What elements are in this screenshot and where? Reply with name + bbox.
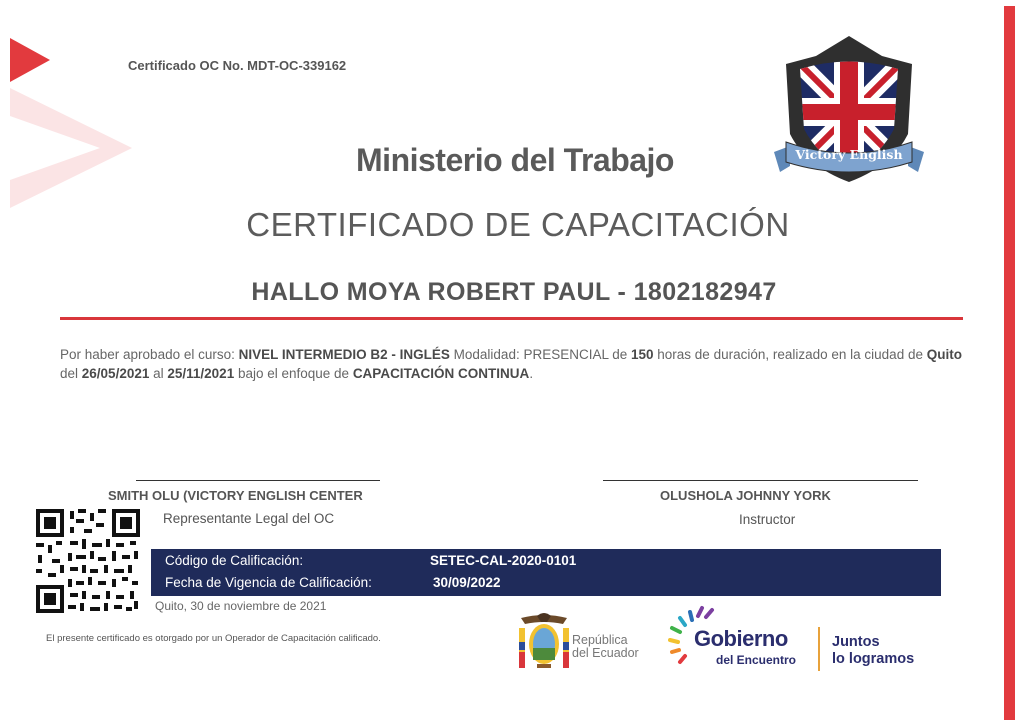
place-and-date: Quito, 30 de noviembre de 2021 [155,599,327,613]
qr-code-icon[interactable] [36,509,140,613]
course-hours: 150 [631,347,654,362]
logo-divider [818,627,820,671]
course-start-date: 26/05/2021 [81,366,150,381]
certificate-title: CERTIFICADO DE CAPACITACIÓN [246,206,790,243]
left-signer-role: Representante Legal del OC [163,511,335,526]
course-description: Por haber aprobado el curso: NIVEL INTERMEDIO B2 - INGLÉS Modalidad: PRESENCIAL de 150 horas de duración, realizado en la ciudad de Quito del 26/05/2021 al 25/11/2021 bajo el enfoque de CAPACITACIÓN CONTINUA. [60,347,962,381]
chevron-decoration-icon [0,30,140,210]
qualification-code-value: SETEC-CAL-2020-0101 [430,553,577,568]
ministry-name: Ministerio del Trabajo [356,142,674,178]
certificate-number: Certificado OC No. MDT-OC-339162 [128,58,347,73]
ecuador-coat-of-arms-icon [515,612,573,674]
recipient-name: HALLO MOYA ROBERT PAUL - 1802182947 [251,278,777,306]
course-name: NIVEL INTERMEDIO B2 - INGLÉS [238,347,450,362]
juntos-lo-logramos-slogan: Juntos lo logramos [832,634,915,667]
left-signer-name: SMITH OLU (VICTORY ENGLISH CENTER [108,488,363,503]
footnote: El presente certificado es otorgado por un Operador de Capacitación calificado. [46,633,381,644]
right-signature-line [603,480,918,481]
course-end-date: 25/11/2021 [167,366,235,381]
right-signer-name: OLUSHOLA JOHNNY YORK [660,488,831,503]
del-encuentro-text: del Encuentro [716,653,797,667]
course-focus: CAPACITACIÓN CONTINUA [352,366,530,381]
qualification-panel [151,549,941,596]
course-city: Quito [926,347,962,362]
left-signature-line [136,480,380,481]
right-accent-bar [1004,6,1015,720]
validity-date-value: 30/09/2022 [433,575,501,590]
right-signer-role: Instructor [739,512,796,527]
republica-ecuador-logo: República del Ecuador [572,633,639,660]
gobierno-logo-text: Gobierno [694,626,788,651]
badge-text: Victory English [795,147,903,162]
title-divider [60,317,963,320]
validity-date-label: Fecha de Vigencia de Calificación: [165,575,372,590]
qualification-code-label: Código de Calificación: [165,553,304,568]
